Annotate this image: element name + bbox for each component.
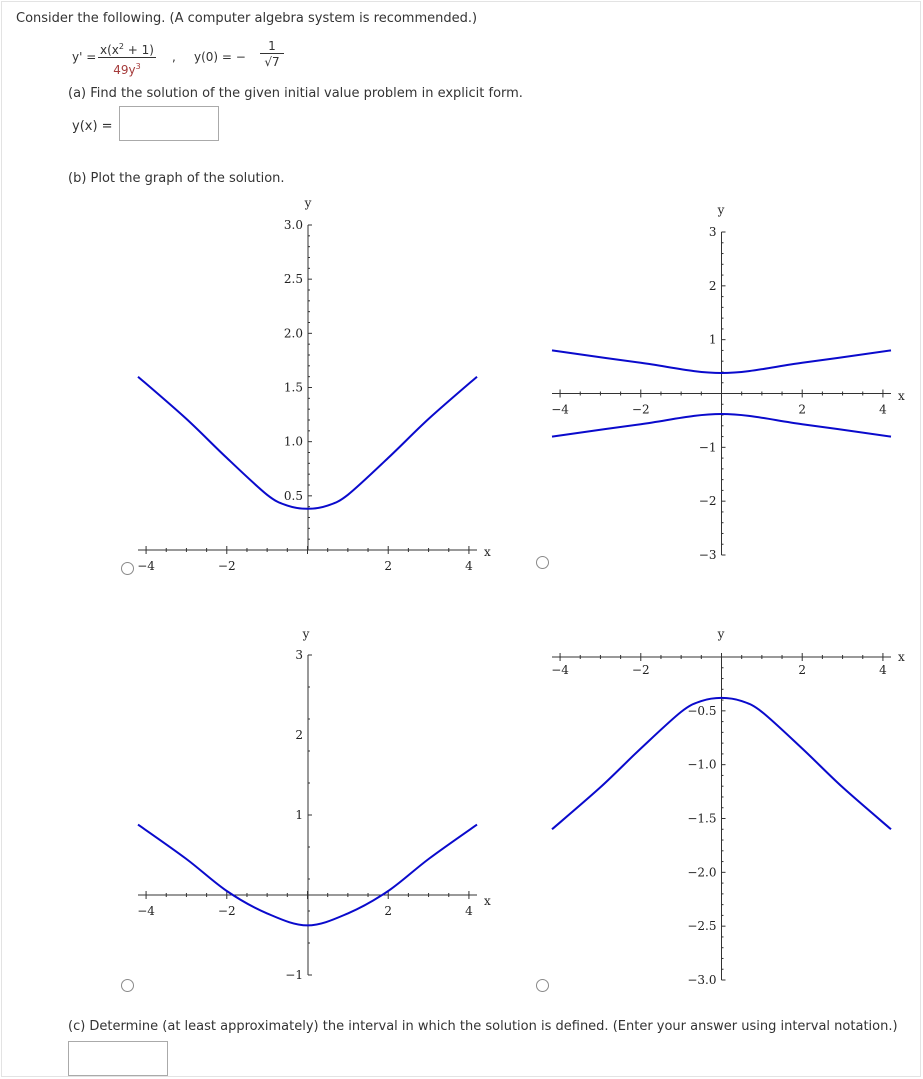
x-tick-label: −4 [551,663,569,677]
y-tick-label: −1 [698,440,717,455]
y-axis-label: y [304,196,312,210]
y-tick-label: 2 [708,278,717,293]
y-tick-label: −1.5 [687,811,717,826]
x-tick-label: −4 [137,559,155,573]
question-intro: Consider the following. (A computer algebra system is recommended.) [16,11,478,26]
y-tick-label: −2 [698,494,717,509]
y-tick-label: −2.5 [687,919,717,934]
x-axis-label: x [484,894,491,908]
y-tick-label: 2 [295,728,303,742]
equation-lhs: y' = [72,50,97,64]
y-tick-label: −3.0 [687,973,717,987]
x-tick-label: −2 [631,663,650,677]
ic-numerator: 1 [260,40,284,54]
y-tick-label: −1 [285,968,303,982]
y-axis-label: y [717,627,725,641]
part-c-answer-input[interactable] [69,1042,167,1075]
x-tick-label: 4 [465,904,473,918]
ic-denominator: √7 [264,55,280,69]
x-tick-label: −2 [217,559,236,573]
initial-condition-lhs: y(0) = − [194,50,246,64]
y-tick-label: 1 [708,332,717,347]
graph-option-2-radio[interactable] [536,556,549,569]
graph-option-1-radio[interactable] [121,562,134,575]
y-tick-label: 3 [295,648,303,662]
y-tick-label: 2.0 [283,326,303,341]
part-c-answer-box [68,1041,168,1076]
part-a-prompt: (a) Find the solution of the given initial value problem in explicit form. [68,86,523,101]
y-tick-label: 2.5 [283,272,303,287]
y-tick-label: −1.0 [687,757,717,772]
y-tick-label: 1.5 [283,380,303,395]
y-tick-label: −2.0 [687,865,717,880]
y-tick-label: 1.0 [283,434,303,449]
rhs-numerator: $x(x^2 + 1)$ [100,42,154,57]
y-axis-label: y [717,203,725,217]
part-c-prompt: (c) Determine (at least approximately) the interval in which the solution is defined. (Enter your answer using interval notation.) [68,1019,898,1034]
y-tick-label: 0.5 [283,488,303,503]
graph-option-4 [551,627,905,987]
graph-option-3-radio[interactable] [121,979,134,992]
y-tick-label: 3 [708,225,717,239]
x-tick-label: 2 [798,402,807,417]
equation-separator: , [172,50,176,64]
part-b-prompt: (b) Plot the graph of the solution. [68,171,285,186]
x-tick-label: −4 [551,402,569,417]
x-tick-label: 4 [465,559,473,573]
graph-option-3 [137,627,491,982]
x-tick-label: −2 [631,402,650,417]
x-tick-label: 4 [879,663,887,677]
rhs-denominator: $49y^3$ [113,62,141,77]
y-tick-label: 3.0 [283,218,303,232]
graph-option-2 [551,203,905,562]
y-tick-label: −3 [698,548,717,562]
x-axis-label: x [484,545,491,559]
part-a-label: y(x) = [72,119,113,134]
x-axis-label: x [898,389,905,403]
x-tick-label: −4 [137,904,155,918]
x-tick-label: 4 [879,402,887,417]
graph-option-1 [137,196,491,573]
x-axis-label: x [898,650,905,664]
x-tick-label: 2 [384,904,393,918]
x-tick-label: 2 [798,663,807,677]
y-axis-label: y [302,627,310,641]
x-tick-label: 2 [384,559,393,573]
y-tick-label: −0.5 [687,703,717,718]
x-tick-label: −2 [217,904,236,918]
y-tick-label: 1 [295,808,303,822]
graph-option-4-radio[interactable] [536,979,549,992]
